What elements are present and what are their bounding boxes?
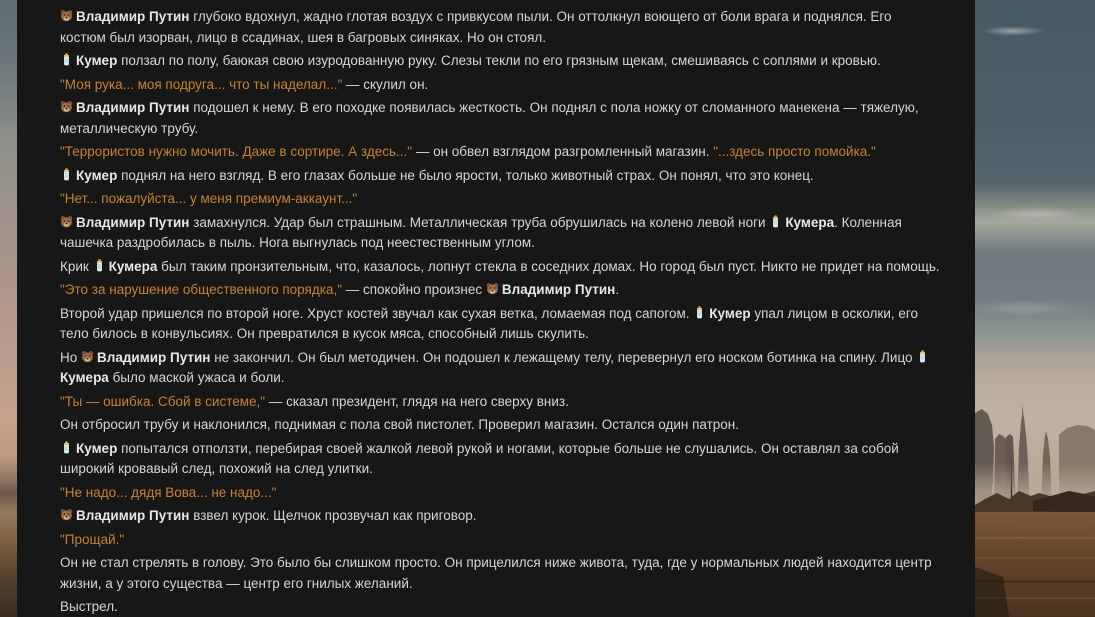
bear-icon <box>81 350 94 363</box>
narration-text: . <box>615 282 620 297</box>
narration-text: Выстрел. <box>60 599 118 614</box>
narration-text: глубоко вдохнул, жадно глотая воздух с привкусом пыли. Он оттолкнул воющего от боли врага и поднялся. Его костюм был изорван, лицо в ссадинах, шея в багровых синяках. Но он стоял. <box>60 9 892 45</box>
baby-bottle-icon <box>769 215 782 228</box>
dialogue-quote: "Это за нарушение общественного порядка," <box>60 282 342 297</box>
narration-text: Второй удар пришелся по второй ноге. Хруст костей звучал как сухая ветка, ломаемая под сапогом. <box>60 305 694 321</box>
character-name: Кумер <box>76 167 118 183</box>
transcript <box>17 0 975 617</box>
story-paragraph <box>60 280 940 301</box>
chat-story-panel[interactable] <box>17 0 975 617</box>
character-name: Кумера <box>60 370 109 385</box>
character-name: Кумера <box>108 258 158 274</box>
narration-text: — спокойно произнес <box>341 282 486 297</box>
baby-bottle-icon <box>60 441 73 454</box>
narration-text: замахнулся. Удар был страшным. Металлическая труба обрушилась на колено левой ноги <box>189 214 770 230</box>
baby-bottle-icon <box>60 53 73 66</box>
narration-text: ползал по полу, баюкая свою изуродованную руку. Слезы текли по его грязным щекам, смешиваясь с соплями и кровью. <box>117 53 881 68</box>
narration-text: . Коленная чашечка раздробилась в пыль. Нога выгнулась под неестественным углом. <box>60 214 902 250</box>
story-paragraph <box>60 530 940 551</box>
narration-text: Но <box>60 349 82 365</box>
story-paragraph <box>60 348 940 389</box>
story-paragraph <box>60 142 940 163</box>
narration-text: взвел курок. Щелчок прозвучал как приговор. <box>189 508 477 523</box>
story-paragraph <box>60 439 940 480</box>
dialogue-quote: "Прощай." <box>60 531 125 547</box>
narration-text: упал лицом в осколки, его тело билось в конвульсиях. Он превратился в кусок мяса, способный лишь скулить. <box>60 305 919 341</box>
story-paragraph <box>60 553 940 594</box>
story-paragraph <box>60 257 940 278</box>
narration-text: попытался отползти, перебирая своей жалкой левой рукой и ногами, которые больше не слушались. Он оставлял за собой широкий кровавый след, похожий на след улитки. <box>60 440 899 476</box>
background-left-strip <box>0 0 17 617</box>
narration-text: не закончил. Он был методичен. Он подошел к лежащему телу, перевернул его носком ботинка на спину. Лицо <box>210 349 917 365</box>
dialogue-quote: "...здесь просто помойка." <box>713 144 876 159</box>
story-paragraph <box>60 415 940 436</box>
story-paragraph <box>60 483 940 504</box>
baby-bottle-icon <box>693 306 706 319</box>
character-name: Кумер <box>76 440 118 456</box>
story-paragraph <box>60 213 940 254</box>
story-paragraph <box>60 506 940 527</box>
character-name: Кумер <box>76 53 118 68</box>
narration-text: Он отбросил трубу и наклонился, поднимая с пола свой пистолет. Проверил магазин. Остался один патрон. <box>60 417 740 432</box>
bear-icon <box>486 282 499 295</box>
narration-text: Он не стал стрелять в голову. Это было бы слишком просто. Он прицелился ниже живота, туда, где у нормальных людей находится центр жизни, а у этого существа — центр его гнилых желаний. <box>60 555 932 591</box>
baby-bottle-icon <box>916 350 929 363</box>
baby-bottle-icon <box>93 259 106 272</box>
narration-text: Крик <box>60 258 93 274</box>
character-name: Кумер <box>709 305 751 321</box>
baby-bottle-icon <box>60 168 73 181</box>
dialogue-quote: "Моя рука... моя подруга... что ты наделал..." <box>60 76 343 92</box>
narration-text: был таким пронзительным, что, казалось, лопнут стекла в соседних домах. Но город был пуст. Никто не придет на помощь. <box>157 258 940 274</box>
story-paragraph <box>60 75 940 96</box>
bear-icon <box>60 508 73 521</box>
character-name: Кумера <box>785 214 835 230</box>
story-paragraph <box>60 392 940 413</box>
character-name: Владимир Путин <box>76 508 190 523</box>
story-paragraph <box>60 597 940 617</box>
character-name: Владимир Путин <box>501 282 616 297</box>
character-name: Владимир Путин <box>76 100 190 115</box>
character-name: Владимир Путин <box>76 214 190 230</box>
story-paragraph <box>60 304 940 345</box>
rock-spires-art <box>975 387 1095 617</box>
bear-icon <box>60 215 73 228</box>
narration-text: поднял на него взгляд. В его глазах больше не было ярости, только животный страх. Он понял, что это конец. <box>117 167 814 183</box>
story-paragraph <box>60 166 940 187</box>
narration-text: было маской ужаса и боли. <box>108 370 285 385</box>
dialogue-quote: "Террористов нужно мочить. Даже в сортире. А здесь..." <box>60 144 413 159</box>
narration-text: — сказал президент, глядя на него сверху вниз. <box>265 393 569 409</box>
dialogue-quote: "Ты — ошибка. Сбой в системе," <box>60 393 266 409</box>
narration-text: подошел к нему. В его походке появилась жесткость. Он поднял с пола ножку от сломанного манекена — тяжелую, металлическую трубу. <box>60 100 919 136</box>
narration-text: — он обвел взглядом разгромленный магазин. <box>412 144 714 159</box>
bear-icon <box>60 100 73 113</box>
story-paragraph <box>60 7 940 48</box>
story-paragraph <box>60 98 940 139</box>
dialogue-quote: "Нет... пожалуйста... у меня премиум-аккаунт..." <box>60 191 358 206</box>
character-name: Владимир Путин <box>97 349 211 365</box>
character-name: Владимир Путин <box>76 9 190 24</box>
dialogue-quote: "Не надо... дядя Вова... не надо..." <box>60 484 277 500</box>
narration-text: — скулил он. <box>342 76 429 92</box>
bear-icon <box>60 9 73 22</box>
story-paragraph <box>60 189 940 210</box>
background-right-strip <box>975 0 1095 617</box>
story-paragraph <box>60 51 940 72</box>
